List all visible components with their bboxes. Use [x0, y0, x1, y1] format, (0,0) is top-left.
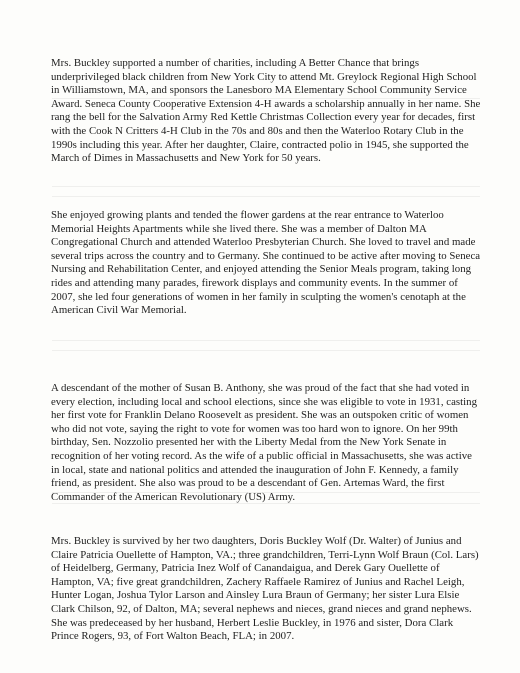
scan-bleed-line	[52, 350, 480, 351]
paragraph-charities: Mrs. Buckley supported a number of charities, including A Better Chance that brings underprivileged black children from New York City to attend Mt. Greylock Regional High School in Williamstown, MA, and sponsors the Lanesboro MA Elementary School Community Service Award. Seneca County Cooperative Extension 4-H awards a scholarship annually in her name. She rang the bell for the Salvation Army Red Kettle Christmas Collection every year for decades, first with the Cook N Critters 4-H Club in the 70s and 80s and then the Waterloo Rotary Club in the 1990s including this year. After her daughter, Claire, contracted polio in 1945, she supported the March of Dimes in Massachusetts and New York for 50 years.	[51, 57, 481, 165]
scan-bleed-line	[52, 340, 480, 341]
scan-bleed-line	[52, 186, 480, 187]
paragraph-survivors: Mrs. Buckley is survived by her two daughters, Doris Buckley Wolf (Dr. Walter) of Junius and Claire Patricia Ouellette of Hampton, VA.; three grandchildren, Terri-Lynn Wolf Braun (Col. Lars) of Heidelberg, Germany, Patricia Inez Wolf of Canandaigua, and Derek Gary Ouellette of Hampton, VA; five great grandchildren, Zachery Raffaele Ramirez of Junius and Rachel Leigh, Hunter Logan, Joshua Tylor Larson and Ainsley Lura Braun of Germany; her sister Lura Elsie Clark Chilson, 92, of Dalton, MA; several nephews and nieces, grand nieces and grand nephews. She was predeceased by her husband, Herbert Leslie Buckley, in 1976 and sister, Dora Clark Prince Rogers, 93, of Fort Walton Beach, FLA; in 2007.	[51, 535, 479, 643]
paragraph-voting: A descendant of the mother of Susan B. Anthony, she was proud of the fact that she had voted in every election, including local and school elections, since she was eligible to vote in 1931, casting her first vote for Franklin Delano Roosevelt as president. She was an outspoken critic of women who did not vote, saying the right to vote for women was too hard won to ignore. On her 99th birthday, Sen. Nozzolio presented her with the Liberty Medal from the New York Senate in recognition of her voting record. As the wife of a public official in Massachusetts, she was active in local, state and national politics and attended the inauguration of John F. Kennedy, a family friend, as president. She also was proud to be a descendant of Gen. Artemas Ward, the first Commander of the American Revolutionary (US) Army.	[51, 382, 477, 503]
scan-bleed-line	[52, 196, 480, 197]
paragraph-interests: She enjoyed growing plants and tended the flower gardens at the rear entrance to Waterloo Memorial Heights Apartments while she lived there. She was a member of Dalton MA Congregational Church and attended Waterloo Presbyterian Church. She loved to travel and made several trips across the country and to Germany. She continued to be active after moving to Seneca Nursing and Rehabilitation Center, and enjoyed attending the Senior Meals program, taking long rides and attending many parades, firework displays and community events. In the summer of 2007, she led four generations of women in her family in sculpting the women's cenotaph at the American Civil War Memorial.	[51, 209, 481, 317]
